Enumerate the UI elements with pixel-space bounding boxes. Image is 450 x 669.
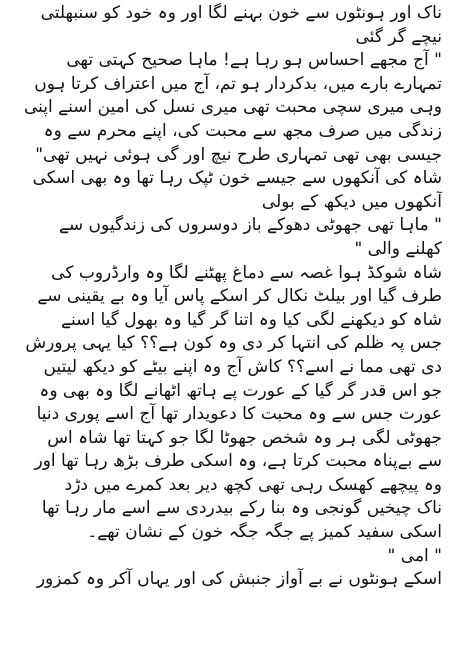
text-line: وہ پیچھے کھسک رہی تھی کچھ دیر بعد کمرے میں دڑد [64,474,442,495]
text-line: وہی میری سچی محبت تھی میری نسل کی امین اسنے اپنی [24,97,442,118]
text-line: جھوٹی لگی ہر وہ شخص جھوٹا لگا جو کہتا تھا شاہ اس [47,427,442,448]
text-line: جس پہ ظلم کی انتہا کر دی وہ کون ہے؟؟ کیا یہی پرورش [25,333,442,354]
text-line: زندگی میں صرف مجھ سے محبت کی، اپنے محرم سے وہ [43,120,442,141]
text-line: شاہ کو دیکھنے لگی کیا وہ اتنا گر گیا وہ بھول گیا اسنے [60,309,442,330]
text-line: شاہ شوکڈ ہوا غصہ سے دماغ پھٹنے لگا وہ وارڈروب کی [51,262,442,283]
text-line: سے بےپناہ محبت کرتا ہے، وہ اسکی طرف بڑھ رہا تھا اور [34,451,442,472]
text-line: اسکے ہونٹوں نے بے آواز جنبش کی اور یہاں آکر وہ کمزور [36,569,442,590]
text-line: طرف گیا اور بیلٹ نکال کر اسکے پاس آیا وہ بے یقینی سے [37,286,442,307]
text-line: اسکی سفید کمیز پے جگہ جگہ خون کے نشان تھے۔ [87,522,442,543]
text-line: آنکھوں میں دیکھ کے بولی [261,191,442,212]
text-line: جو اس قدر گر گیا کے عورت پے ہاتھ اٹھانے لگا وہ بھی وہ [39,380,442,401]
text-line: " آج مجھے احساس ہو رہا ہے! ماہا صحیح کہتی تھی [66,50,442,71]
text-line: نیچے گر گئی [355,26,442,47]
text-line: کھلنے والی " [354,238,442,259]
text-line: شاہ کی آنکھوں سے جیسے خون ٹپک رہا تھا وہ بھی اسکی [32,168,442,189]
text-line: " امی " [387,545,442,566]
text-line: عورت جس سے وہ محبت کا دعویدار تھا آج اسے پوری دنیا [36,404,442,425]
text-line: ناک چیخیں گونجی وہ بنا رکے بیدردی سے اسے مار رہا تھا [41,498,442,519]
text-line: جیسی بھی تھی تمہاری طرح نیچ اور گی ہوئی نہیں تھی" [35,144,442,165]
text-line: " ماہا تھی جھوٹی دھوکے باز دوسروں کی زندگیوں سے [58,215,442,236]
text-line: دی تھی مما نے اسے؟؟ کاش آج وہ اپنے بیٹے کو دیکھ لیتیں [43,356,442,377]
text-line: ناک اور ہونٹوں سے خون بہنے لگا اور وہ خود کو سنبھلتی [40,3,442,23]
text-line: تمہارے بارے میں، بدکردار ہو تم، آج میں اعتراف کرتا ہوں [34,73,442,94]
